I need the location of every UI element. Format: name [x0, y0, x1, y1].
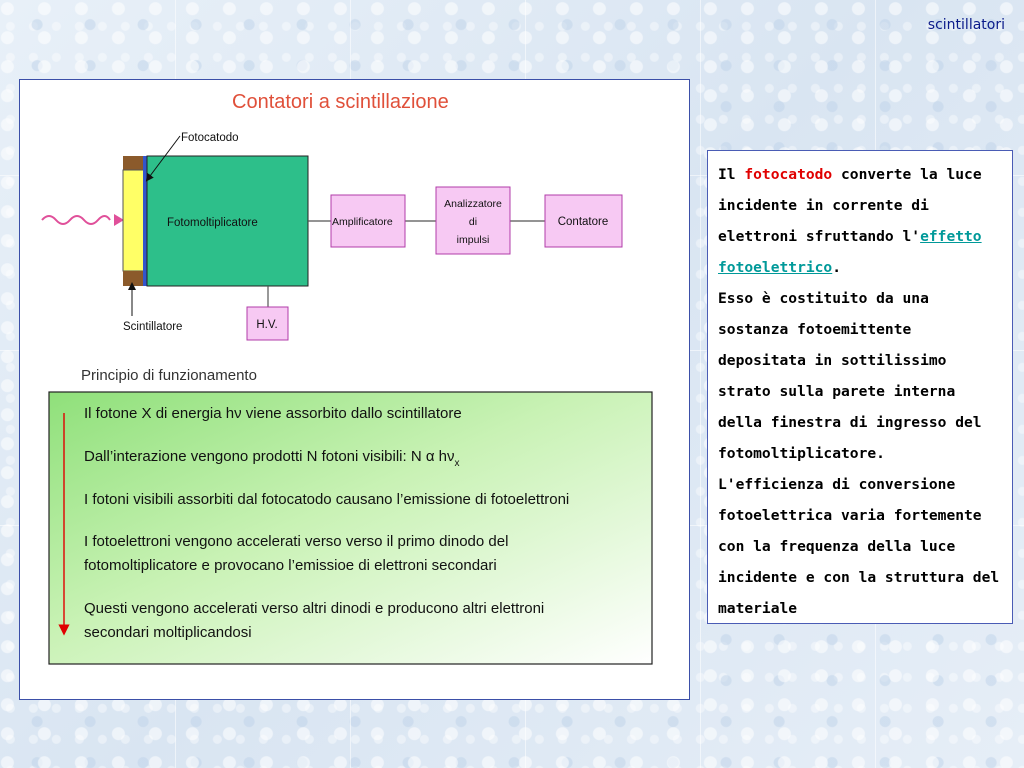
description-part-3: Esso è costituito da una sostanza fotoemittente depositata in sottilissimo strato sulla parete interna della finestra di ingresso del fotomoltiplicatore.	[718, 290, 982, 462]
window-top	[123, 156, 144, 170]
principle-heading: Principio di funzionamento	[81, 367, 257, 384]
figure-heading: Contatori a scintillazione	[232, 91, 449, 113]
photocathode-description	[707, 150, 1013, 624]
photoelectric-effect-link[interactable]: effetto fotoelettrico	[718, 228, 982, 276]
principle-step-4-line-2: fotomoltiplicatore e provocano l’emissioe di elettroni secondari	[84, 557, 497, 574]
principle-step-5-line-2: secondari moltiplicandosi	[84, 624, 252, 641]
principle-step-2: Dall’interazione vengono prodotti N fotoni visibili: N α $h\nu_x$	[84, 448, 460, 469]
description-part-1: converte la luce incidente in corrente di elettroni sfruttando l'	[718, 166, 982, 245]
principle-step-3: I fotoni visibili assorbiti dal fotocatodo causano l’emissione di fotoelettroni	[84, 491, 570, 508]
high-voltage-label: H.V.	[256, 319, 278, 331]
description-prefix: Il	[718, 166, 745, 183]
photocathode-label: Fotocatodo	[181, 132, 239, 144]
scintillator-crystal	[123, 170, 144, 271]
slide-title: scintillatori	[927, 17, 1005, 33]
incident-photon-wave	[42, 216, 110, 224]
scintillation-counter-diagram	[20, 80, 691, 701]
photomultiplier-label: Fotomoltiplicatore	[167, 217, 258, 229]
principle-step-2-subscript: x	[454, 458, 460, 469]
description-part-4: L'efficienza di conversione fotoelettrica varia fortemente con la frequenza della luce incidente e con la struttura del materiale	[718, 476, 1000, 617]
scintillator-label: Scintillatore	[123, 321, 183, 333]
photocathode-layer	[143, 156, 147, 286]
principle-step-5-line-1: Questi vengono accelerati verso altri dinodi e producono altri elettroni	[84, 600, 545, 617]
photocathode-highlight: fotocatodo	[744, 166, 833, 183]
counter-label: Contatore	[557, 216, 609, 228]
figure-panel	[19, 79, 690, 700]
description-part-2: .	[832, 259, 842, 276]
window-bottom	[123, 271, 144, 286]
pulse-analyzer-label-3: impulsi	[456, 234, 490, 246]
amplifier-label: Amplificatore	[332, 216, 393, 228]
principle-step-1: Il fotone X di energia hν viene assorbito dallo scintillatore	[84, 405, 462, 422]
pulse-analyzer-label-2: di	[468, 216, 478, 228]
pulse-analyzer-label-1: Analizzatore	[444, 198, 502, 210]
principle-step-4-line-1: I fotoelettroni vengono accelerati verso verso il primo dinodo del	[84, 533, 509, 550]
